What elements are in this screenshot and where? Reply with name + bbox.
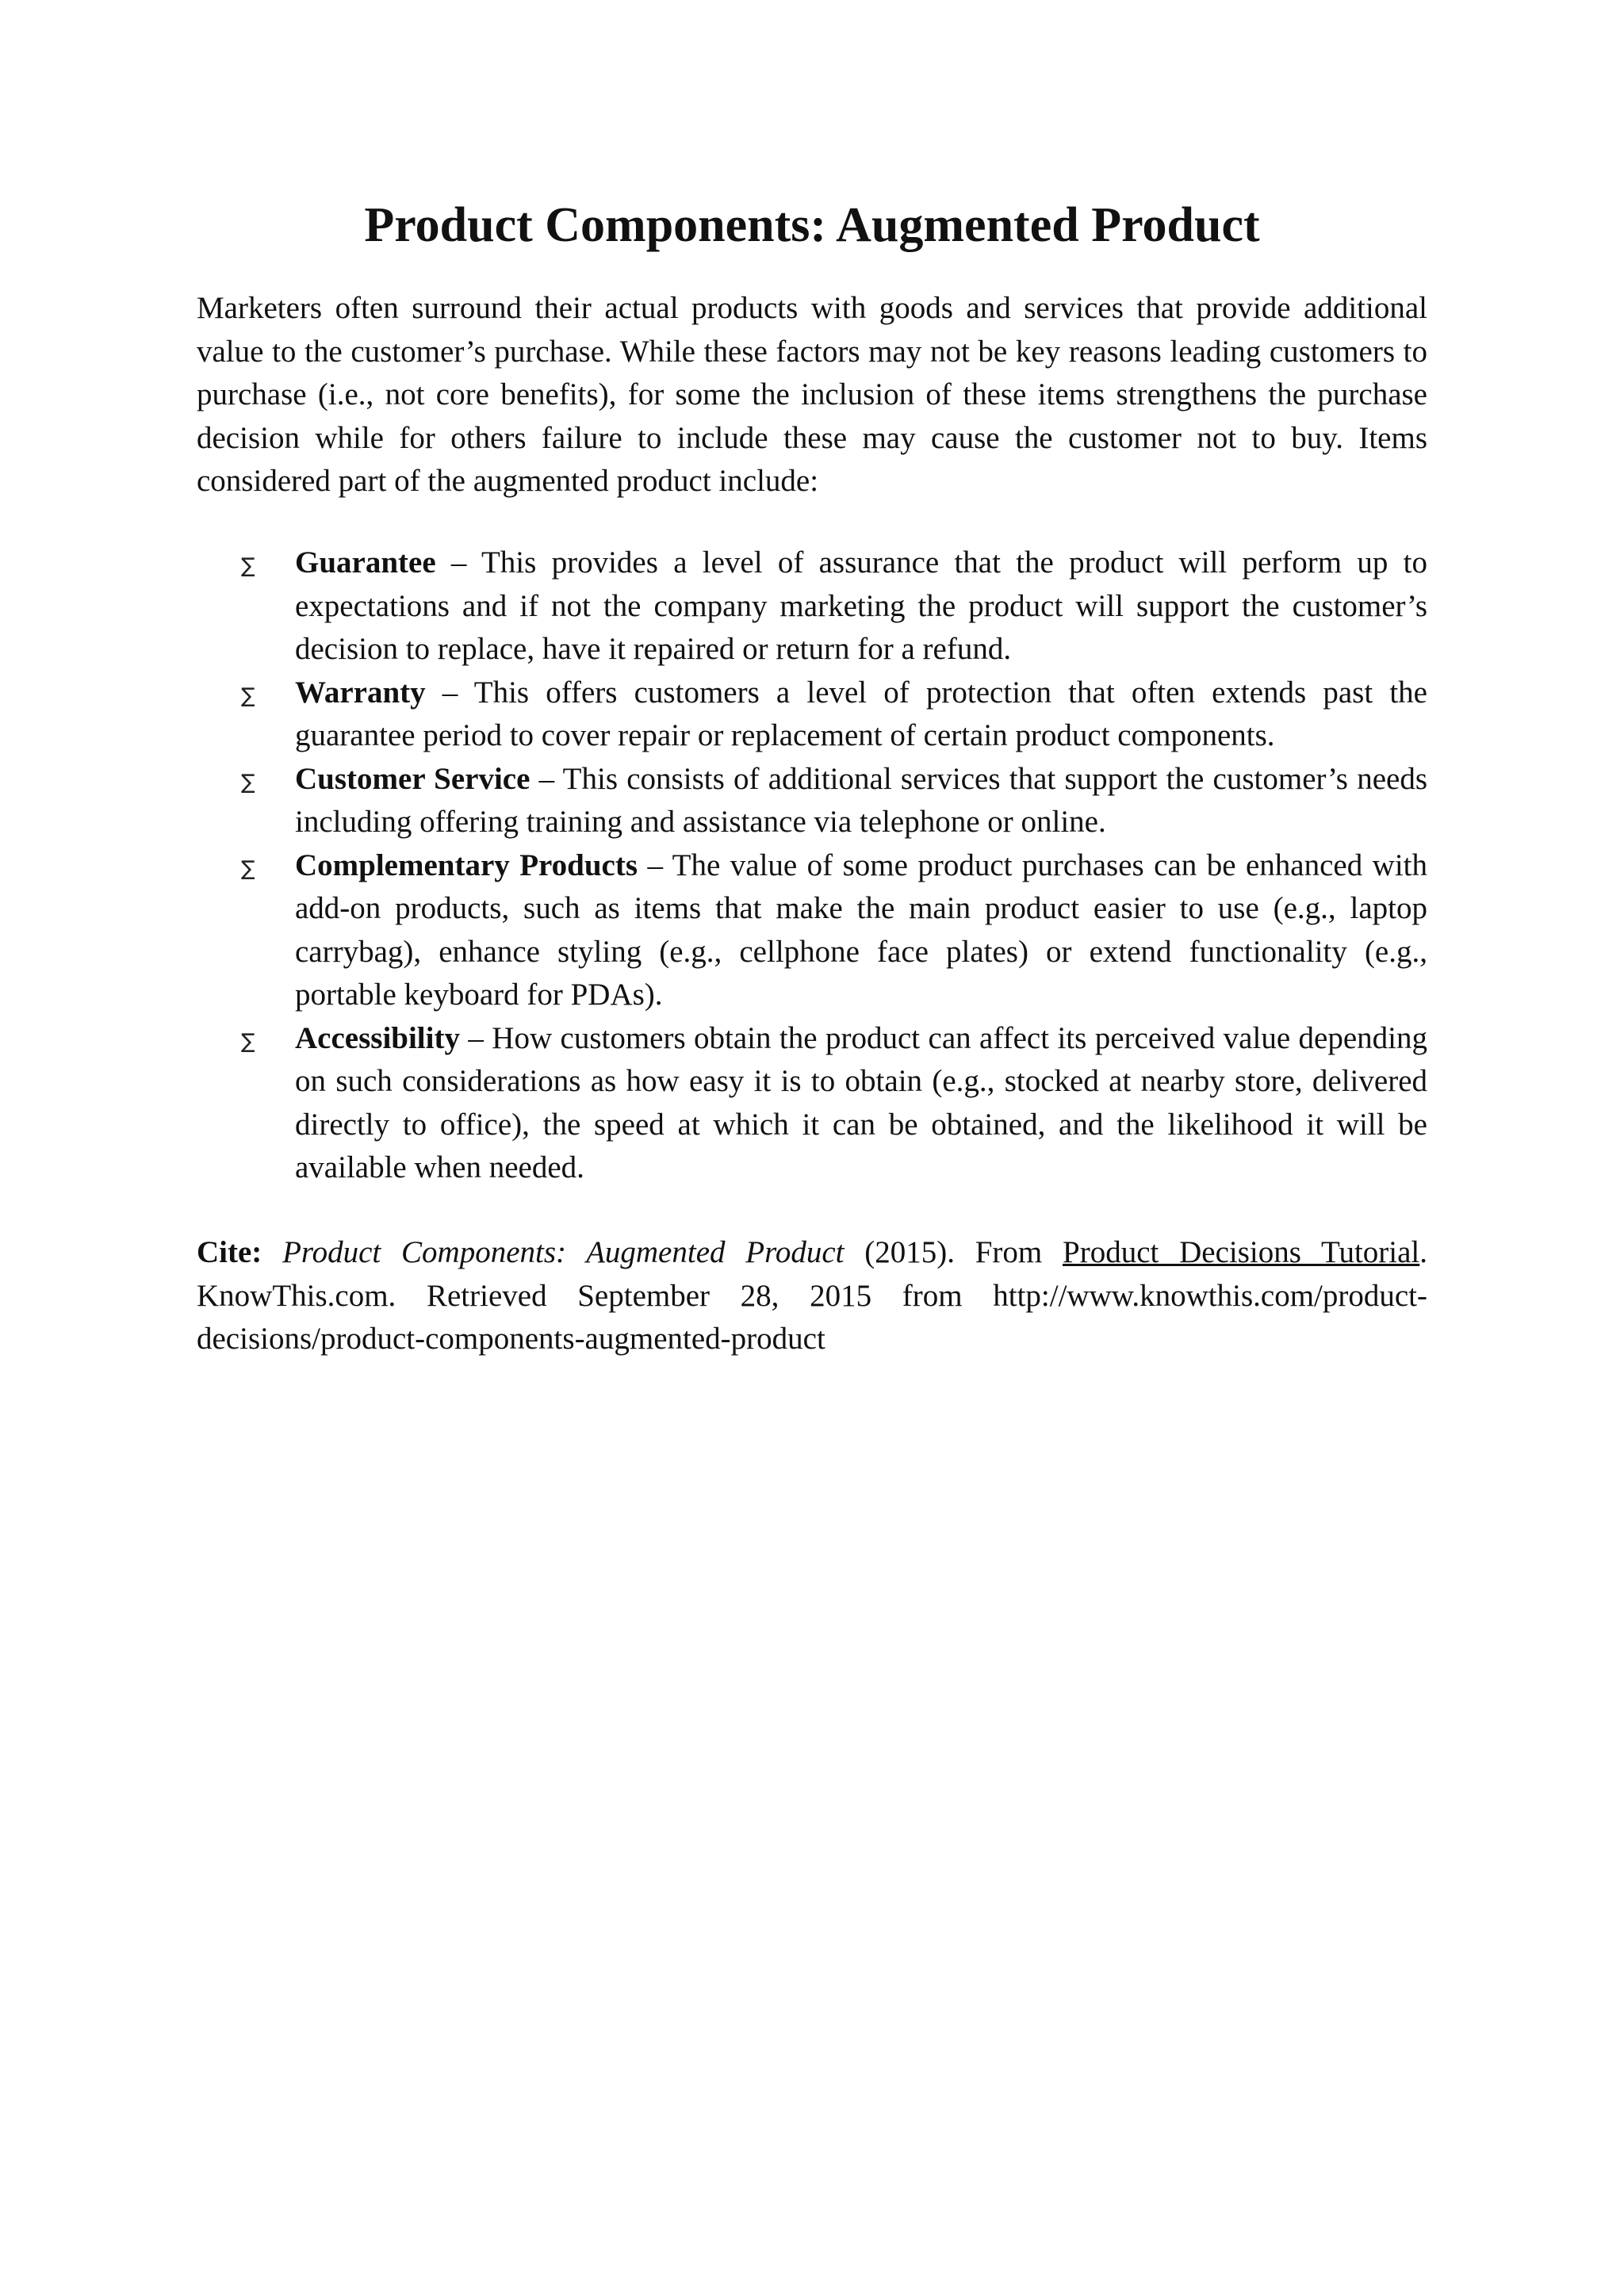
list-item-description: – The value of some product purchases can be enhanced with add-on products, such as items that make the main product easier to use (e.g., laptop carrybag), enhance styling (e.g., cellphone face plates) or extend functionality (e.g., portable keyboard for PDAs).	[295, 848, 1427, 1012]
bullet-icon: ∑	[241, 856, 255, 881]
list-item-customer-service	[197, 758, 1427, 844]
citation-label: Cite:	[197, 1235, 262, 1269]
list-item-term: Complementary Products	[295, 848, 638, 882]
citation-year: (2015). From	[844, 1235, 1063, 1269]
tutorial-link[interactable]: Product Decisions Tutorial	[1063, 1235, 1420, 1269]
bullet-icon: ∑	[241, 770, 255, 794]
bullet-icon: ∑	[241, 1029, 255, 1054]
list-item-description: – This provides a level of assurance that the product will perform up to expectations and if not the company marketing the product will support the customer’s decision to replace, have it repaired or return for a refund.	[295, 545, 1427, 666]
list-item-term: Warranty	[295, 675, 426, 710]
bullet-icon: ∑	[241, 554, 255, 578]
bullet-icon: ∑	[241, 683, 255, 708]
citation	[197, 1231, 1427, 1361]
list-item-term: Accessibility	[295, 1020, 460, 1055]
list-item-term: Guarantee	[295, 545, 436, 580]
page-title: Product Components: Augmented Product	[364, 198, 1260, 252]
augmented-product-list	[197, 541, 1427, 1190]
list-item-description: – This consists of additional services that support the customer’s needs including offering training and assistance via telephone or online.	[295, 761, 1427, 839]
list-item-description: – This offers customers a level of protection that often extends past the guarantee period to cover repair or replacement of certain product components.	[295, 675, 1427, 752]
intro-paragraph: Marketers often surround their actual products with goods and services that provide additional value to the customer’s purchase. While these factors may not be key reasons leading customers to purchase (i.e., not core benefits), for some the inclusion of these items strengthens the purchase decision while for others failure to include these may cause the customer not to buy. Items considered part of the augmented product include:	[197, 291, 1427, 498]
list-item-complementary-products	[197, 844, 1427, 1017]
citation-title: Product Components: Augmented Product	[282, 1235, 845, 1269]
list-item-warranty	[197, 672, 1427, 758]
list-item-term: Customer Service	[295, 761, 530, 796]
list-item-guarantee	[197, 541, 1427, 672]
list-item-accessibility	[197, 1017, 1427, 1190]
citation-source: . KnowThis.com. Retrieved September 28, 2015 from http://www.knowthis.com/product-decisions/product-components-augmented-product	[197, 1235, 1427, 1356]
list-item-description: – How customers obtain the product can affect its perceived value depending on such considerations as how easy it is to obtain (e.g., stocked at nearby store, delivered directly to office), the speed at which it can be obtained, and the likelihood it will be available when needed.	[295, 1020, 1427, 1184]
